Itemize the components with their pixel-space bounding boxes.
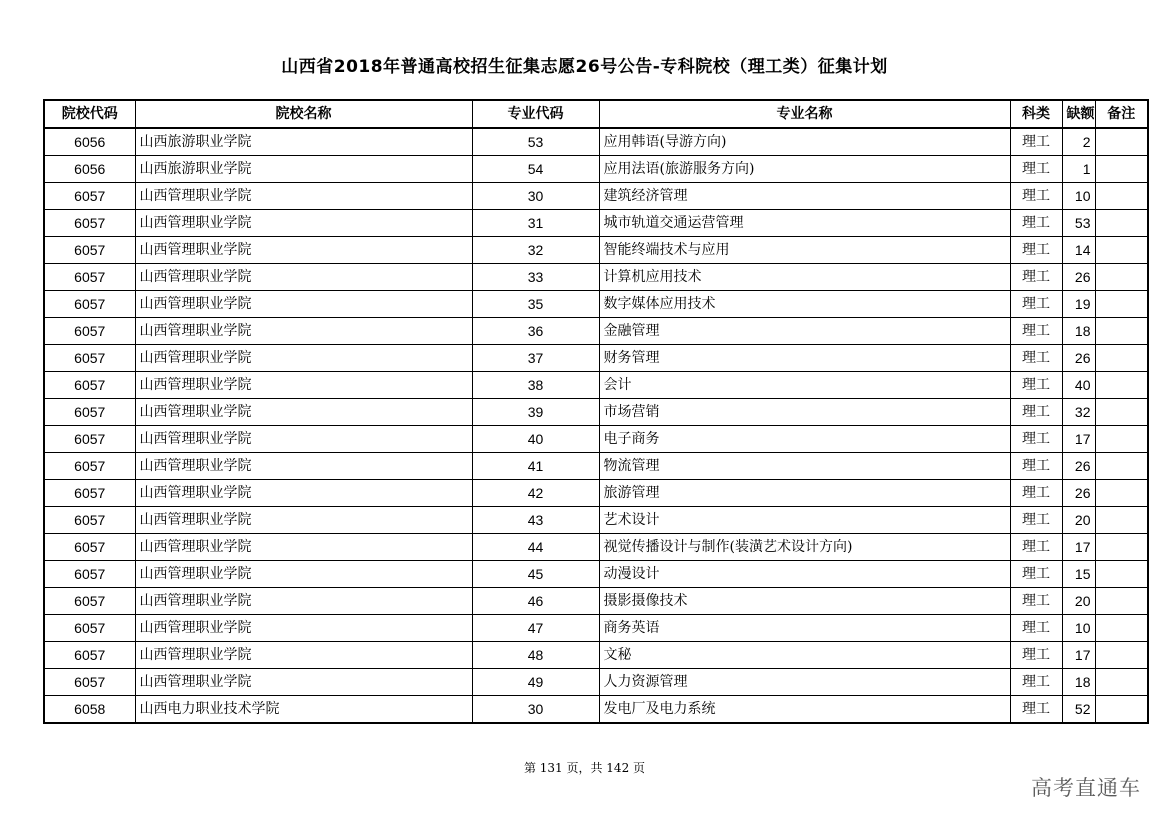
cell-remarks: [1095, 399, 1148, 426]
cell-school-name: 山西管理职业学院: [135, 210, 472, 237]
cell-school-code: 6056: [44, 128, 135, 156]
cell-remarks: [1095, 561, 1148, 588]
cell-category: 理工: [1010, 453, 1062, 480]
cell-remarks: [1095, 210, 1148, 237]
cell-major-code: 38: [472, 372, 599, 399]
cell-vacancies: 26: [1062, 453, 1095, 480]
table-row: [44, 642, 1148, 669]
cell-school-code: 6057: [44, 399, 135, 426]
table-row: [44, 345, 1148, 372]
cell-school-code: 6057: [44, 183, 135, 210]
cell-school-code: 6057: [44, 507, 135, 534]
cell-category: 理工: [1010, 615, 1062, 642]
cell-remarks: [1095, 264, 1148, 291]
cell-category: 理工: [1010, 399, 1062, 426]
cell-school-code: 6057: [44, 318, 135, 345]
cell-category: 理工: [1010, 588, 1062, 615]
cell-vacancies: 53: [1062, 210, 1095, 237]
header-major-code: 专业代码: [472, 100, 599, 128]
cell-major-code: 47: [472, 615, 599, 642]
cell-major-name: 市场营销: [599, 399, 1010, 426]
cell-school-code: 6057: [44, 453, 135, 480]
header-category: 科类: [1010, 100, 1062, 128]
header-school-name: 院校名称: [135, 100, 472, 128]
cell-school-code: 6057: [44, 669, 135, 696]
cell-major-name: 会计: [599, 372, 1010, 399]
cell-vacancies: 14: [1062, 237, 1095, 264]
cell-vacancies: 17: [1062, 426, 1095, 453]
cell-major-name: 文秘: [599, 642, 1010, 669]
table-row: [44, 264, 1148, 291]
cell-remarks: [1095, 507, 1148, 534]
table-row: [44, 318, 1148, 345]
cell-major-name: 应用韩语(导游方向): [599, 128, 1010, 156]
cell-major-code: 42: [472, 480, 599, 507]
cell-major-code: 45: [472, 561, 599, 588]
cell-category: 理工: [1010, 642, 1062, 669]
cell-remarks: [1095, 696, 1148, 724]
header-school-code: 院校代码: [44, 100, 135, 128]
cell-major-code: 44: [472, 534, 599, 561]
cell-major-code: 48: [472, 642, 599, 669]
cell-major-code: 31: [472, 210, 599, 237]
cell-major-name: 视觉传播设计与制作(装潢艺术设计方向): [599, 534, 1010, 561]
cell-vacancies: 26: [1062, 264, 1095, 291]
table-row: [44, 480, 1148, 507]
cell-remarks: [1095, 237, 1148, 264]
page-title: 山西省2018年普通高校招生征集志愿26号公告-专科院校（理工类）征集计划: [281, 57, 888, 77]
cell-school-code: 6057: [44, 372, 135, 399]
cell-major-code: 30: [472, 183, 599, 210]
cell-vacancies: 10: [1062, 615, 1095, 642]
cell-school-name: 山西管理职业学院: [135, 615, 472, 642]
cell-remarks: [1095, 588, 1148, 615]
cell-school-name: 山西管理职业学院: [135, 291, 472, 318]
page-number: 第 131 页，共 142 页: [523, 761, 646, 775]
header-vacancies: 缺额: [1062, 100, 1095, 128]
cell-vacancies: 17: [1062, 534, 1095, 561]
cell-vacancies: 20: [1062, 588, 1095, 615]
cell-remarks: [1095, 345, 1148, 372]
cell-vacancies: 10: [1062, 183, 1095, 210]
cell-remarks: [1095, 426, 1148, 453]
cell-vacancies: 1: [1062, 156, 1095, 183]
cell-remarks: [1095, 453, 1148, 480]
table-row: [44, 588, 1148, 615]
cell-major-name: 摄影摄像技术: [599, 588, 1010, 615]
cell-category: 理工: [1010, 237, 1062, 264]
cell-major-code: 40: [472, 426, 599, 453]
cell-major-code: 37: [472, 345, 599, 372]
cell-vacancies: 18: [1062, 669, 1095, 696]
cell-school-code: 6057: [44, 561, 135, 588]
table-row: [44, 128, 1148, 156]
cell-major-name: 商务英语: [599, 615, 1010, 642]
cell-category: 理工: [1010, 291, 1062, 318]
cell-school-name: 山西管理职业学院: [135, 507, 472, 534]
cell-vacancies: 26: [1062, 480, 1095, 507]
cell-school-name: 山西管理职业学院: [135, 480, 472, 507]
cell-major-code: 49: [472, 669, 599, 696]
cell-school-name: 山西管理职业学院: [135, 669, 472, 696]
cell-school-name: 山西管理职业学院: [135, 642, 472, 669]
cell-category: 理工: [1010, 561, 1062, 588]
cell-school-name: 山西管理职业学院: [135, 372, 472, 399]
cell-major-code: 46: [472, 588, 599, 615]
cell-category: 理工: [1010, 210, 1062, 237]
cell-school-code: 6057: [44, 588, 135, 615]
cell-major-name: 旅游管理: [599, 480, 1010, 507]
cell-major-name: 金融管理: [599, 318, 1010, 345]
cell-school-name: 山西电力职业技术学院: [135, 696, 472, 724]
cell-vacancies: 17: [1062, 642, 1095, 669]
table-row: [44, 399, 1148, 426]
table-row: [44, 561, 1148, 588]
cell-school-code: 6057: [44, 642, 135, 669]
cell-school-code: 6057: [44, 237, 135, 264]
cell-category: 理工: [1010, 507, 1062, 534]
cell-vacancies: 15: [1062, 561, 1095, 588]
cell-vacancies: 2: [1062, 128, 1095, 156]
cell-school-code: 6057: [44, 291, 135, 318]
table-row: [44, 183, 1148, 210]
table-row: [44, 507, 1148, 534]
cell-school-name: 山西管理职业学院: [135, 426, 472, 453]
cell-school-code: 6057: [44, 534, 135, 561]
cell-school-name: 山西管理职业学院: [135, 264, 472, 291]
cell-major-name: 应用法语(旅游服务方向): [599, 156, 1010, 183]
cell-school-name: 山西管理职业学院: [135, 453, 472, 480]
table-row: [44, 210, 1148, 237]
cell-major-code: 32: [472, 237, 599, 264]
cell-remarks: [1095, 669, 1148, 696]
cell-school-name: 山西管理职业学院: [135, 318, 472, 345]
cell-vacancies: 26: [1062, 345, 1095, 372]
cell-category: 理工: [1010, 345, 1062, 372]
cell-major-code: 30: [472, 696, 599, 724]
cell-major-name: 发电厂及电力系统: [599, 696, 1010, 724]
cell-major-name: 建筑经济管理: [599, 183, 1010, 210]
table-row: [44, 669, 1148, 696]
cell-category: 理工: [1010, 318, 1062, 345]
cell-school-name: 山西管理职业学院: [135, 534, 472, 561]
cell-remarks: [1095, 615, 1148, 642]
table-header-row: [44, 100, 1148, 128]
cell-school-name: 山西管理职业学院: [135, 183, 472, 210]
cell-category: 理工: [1010, 183, 1062, 210]
cell-category: 理工: [1010, 372, 1062, 399]
table-row: [44, 453, 1148, 480]
cell-major-name: 财务管理: [599, 345, 1010, 372]
cell-category: 理工: [1010, 426, 1062, 453]
cell-vacancies: 19: [1062, 291, 1095, 318]
cell-school-code: 6056: [44, 156, 135, 183]
cell-category: 理工: [1010, 264, 1062, 291]
table-body: [44, 128, 1148, 723]
cell-major-name: 动漫设计: [599, 561, 1010, 588]
cell-major-name: 城市轨道交通运营管理: [599, 210, 1010, 237]
cell-vacancies: 18: [1062, 318, 1095, 345]
cell-remarks: [1095, 291, 1148, 318]
table-row: [44, 237, 1148, 264]
table-row: [44, 426, 1148, 453]
table-row: [44, 696, 1148, 724]
cell-major-name: 计算机应用技术: [599, 264, 1010, 291]
cell-remarks: [1095, 372, 1148, 399]
cell-vacancies: 32: [1062, 399, 1095, 426]
cell-school-name: 山西管理职业学院: [135, 588, 472, 615]
cell-category: 理工: [1010, 696, 1062, 724]
cell-major-name: 电子商务: [599, 426, 1010, 453]
cell-school-name: 山西管理职业学院: [135, 399, 472, 426]
cell-school-code: 6058: [44, 696, 135, 724]
table-row: [44, 534, 1148, 561]
cell-school-name: 山西管理职业学院: [135, 561, 472, 588]
cell-major-code: 33: [472, 264, 599, 291]
cell-school-name: 山西管理职业学院: [135, 237, 472, 264]
cell-school-code: 6057: [44, 615, 135, 642]
cell-remarks: [1095, 480, 1148, 507]
table-row: [44, 291, 1148, 318]
cell-major-code: 36: [472, 318, 599, 345]
cell-major-name: 物流管理: [599, 453, 1010, 480]
cell-school-code: 6057: [44, 345, 135, 372]
cell-school-name: 山西旅游职业学院: [135, 156, 472, 183]
cell-school-name: 山西管理职业学院: [135, 345, 472, 372]
enrollment-plan-table: [43, 99, 1149, 724]
cell-school-code: 6057: [44, 426, 135, 453]
cell-major-code: 39: [472, 399, 599, 426]
cell-school-code: 6057: [44, 480, 135, 507]
cell-major-name: 数字媒体应用技术: [599, 291, 1010, 318]
cell-remarks: [1095, 318, 1148, 345]
cell-category: 理工: [1010, 534, 1062, 561]
cell-major-name: 艺术设计: [599, 507, 1010, 534]
table-row: [44, 615, 1148, 642]
header-remarks: 备注: [1095, 100, 1148, 128]
cell-school-code: 6057: [44, 210, 135, 237]
cell-remarks: [1095, 156, 1148, 183]
cell-category: 理工: [1010, 480, 1062, 507]
cell-school-name: 山西旅游职业学院: [135, 128, 472, 156]
cell-vacancies: 40: [1062, 372, 1095, 399]
cell-major-name: 人力资源管理: [599, 669, 1010, 696]
table-row: [44, 372, 1148, 399]
cell-major-code: 35: [472, 291, 599, 318]
cell-vacancies: 20: [1062, 507, 1095, 534]
cell-major-name: 智能终端技术与应用: [599, 237, 1010, 264]
cell-remarks: [1095, 128, 1148, 156]
cell-remarks: [1095, 642, 1148, 669]
header-major-name: 专业名称: [599, 100, 1010, 128]
cell-category: 理工: [1010, 669, 1062, 696]
cell-major-code: 53: [472, 128, 599, 156]
cell-vacancies: 52: [1062, 696, 1095, 724]
cell-major-code: 54: [472, 156, 599, 183]
cell-major-code: 43: [472, 507, 599, 534]
cell-remarks: [1095, 183, 1148, 210]
table-row: [44, 156, 1148, 183]
watermark-text: 高考直通车: [1031, 776, 1141, 800]
cell-remarks: [1095, 534, 1148, 561]
cell-category: 理工: [1010, 156, 1062, 183]
cell-major-code: 41: [472, 453, 599, 480]
cell-category: 理工: [1010, 128, 1062, 156]
cell-school-code: 6057: [44, 264, 135, 291]
